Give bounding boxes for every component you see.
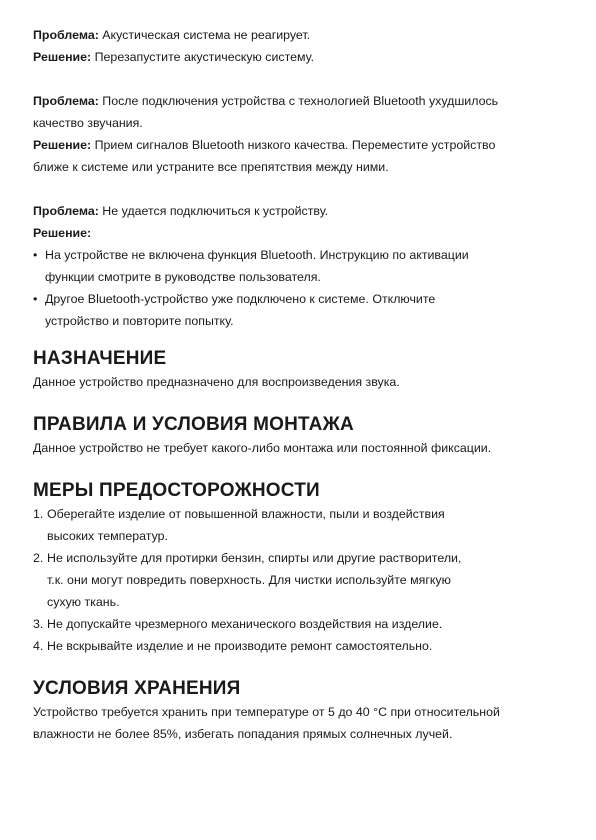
storage-section — [33, 677, 569, 745]
solution-label: Решение: — [33, 50, 92, 64]
problem-text: Не удается подключиться к устройству. — [102, 204, 329, 218]
bullet-text: На устройстве не включена функция Bluetooth. Инструкцию по активации — [45, 248, 469, 262]
precaution-item-3 — [33, 613, 569, 635]
document-page — [33, 24, 569, 745]
bullet-text-cont: устройство и повторите попытку. — [45, 314, 234, 328]
item-number: 1. — [33, 507, 44, 521]
item-text: Не вскрывайте изделие и не производите ремонт самостоятельно. — [47, 639, 433, 653]
mounting-text: Данное устройство не требует какого-либо монтажа или постоянной фиксации. — [33, 441, 492, 455]
purpose-section — [33, 347, 569, 393]
item-text: Не допускайте чрезмерного механического воздействия на изделие. — [47, 617, 443, 631]
bullet-text: Другое Bluetooth-устройство уже подключено к системе. Отключите — [45, 292, 436, 306]
solution-text: Прием сигналов Bluetooth низкого качества. Переместите устройство — [94, 138, 496, 152]
item-text-cont: сухую ткань. — [47, 595, 120, 609]
problem-label: Проблема: — [33, 204, 99, 218]
solution-bullet-2 — [33, 288, 569, 332]
problem-line — [33, 90, 569, 112]
problem-line — [33, 24, 569, 46]
trouble-block-1 — [33, 24, 569, 68]
solution-text-cont: ближе к системе или устраните все препятствия между ними. — [33, 160, 389, 174]
precautions-heading: МЕРЫ ПРЕДОСТОРОЖНОСТИ — [33, 480, 320, 501]
solution-line — [33, 134, 569, 156]
bullet-mark: • — [33, 292, 38, 306]
storage-text: Устройство требуется хранить при температуре от 5 до 40 °C при относительной — [33, 705, 500, 719]
item-text-cont: высоких температур. — [47, 529, 168, 543]
storage-heading: УСЛОВИЯ ХРАНЕНИЯ — [33, 678, 241, 699]
problem-text: Акустическая система не реагирует. — [102, 28, 311, 42]
precautions-section — [33, 479, 569, 657]
solution-label: Решение: — [33, 138, 92, 152]
problem-label: Проблема: — [33, 28, 99, 42]
precaution-item-2 — [33, 547, 569, 613]
item-text-cont: т.к. они могут повредить поверхность. Для чистки используйте мягкую — [47, 573, 451, 587]
trouble-block-2 — [33, 90, 569, 178]
problem-line — [33, 200, 569, 222]
precaution-item-1 — [33, 503, 569, 547]
item-text: Оберегайте изделие от повышенной влажности, пыли и воздействия — [47, 507, 445, 521]
storage-text-cont: влажности не более 85%, избегать попадания прямых солнечных лучей. — [33, 727, 453, 741]
solution-line — [33, 222, 569, 244]
item-number: 4. — [33, 639, 44, 653]
mounting-section — [33, 413, 569, 459]
purpose-heading: НАЗНАЧЕНИЕ — [33, 348, 167, 369]
item-text: Не используйте для протирки бензин, спирты или другие растворители, — [47, 551, 462, 565]
purpose-text: Данное устройство предназначено для воспроизведения звука. — [33, 375, 400, 389]
solution-text: Перезапустите акустическую систему. — [94, 50, 315, 64]
item-number: 2. — [33, 551, 44, 565]
solution-label: Решение: — [33, 226, 92, 240]
bullet-mark: • — [33, 248, 38, 262]
solution-line — [33, 46, 569, 68]
item-number: 3. — [33, 617, 44, 631]
problem-label: Проблема: — [33, 94, 99, 108]
mounting-heading: ПРАВИЛА И УСЛОВИЯ МОНТАЖА — [33, 414, 354, 435]
precaution-item-4 — [33, 635, 569, 657]
bullet-text-cont: функции смотрите в руководстве пользователя. — [45, 270, 321, 284]
problem-text: После подключения устройства с технологией Bluetooth ухудшилось — [102, 94, 499, 108]
problem-text-cont: качество звучания. — [33, 116, 143, 130]
solution-bullet-1 — [33, 244, 569, 288]
trouble-block-3 — [33, 200, 569, 332]
